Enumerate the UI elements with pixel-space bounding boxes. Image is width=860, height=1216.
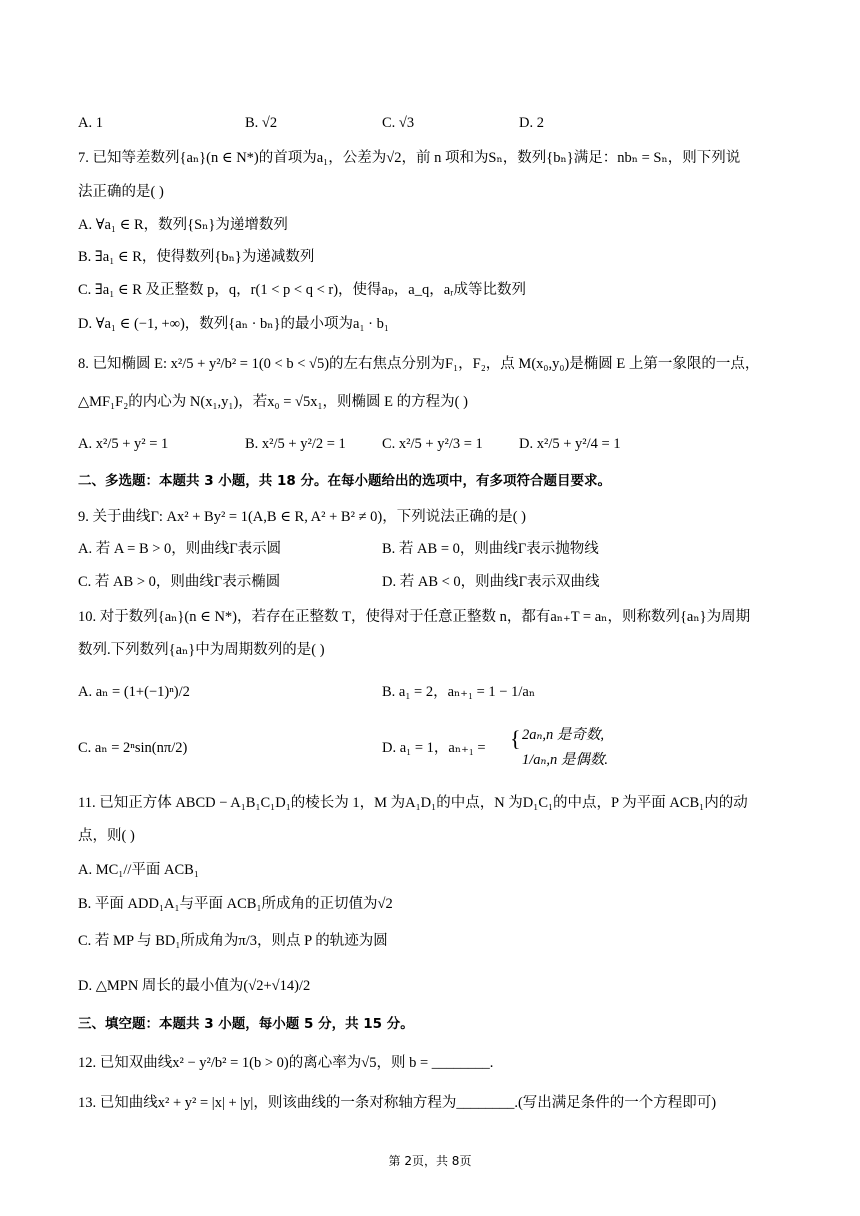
q7-option-c: C. ∃a₁ ∈ R 及正整数 p，q，r(1 < p < q < r)，使得aₚ，a_q，aᵣ成等比数列 bbox=[78, 282, 526, 298]
q6-option-a: A. 1 bbox=[78, 115, 103, 131]
q11-stem-line1: 11. 已知正方体 ABCD − A₁B₁C₁D₁的棱长为 1，M 为A₁D₁的中点，N 为D₁C₁的中点，P 为平面 ACB₁内的动 bbox=[78, 795, 748, 811]
q8-option-d: D. x²/5 + y²/4 = 1 bbox=[519, 436, 621, 452]
q6-option-d: D. 2 bbox=[519, 115, 544, 131]
q7-option-d: D. ∀a₁ ∈ (−1, +∞)，数列{aₙ · bₙ}的最小项为a₁ · b₁ bbox=[78, 316, 389, 332]
q7-option-b: B. ∃a₁ ∈ R，使得数列{bₙ}为递减数列 bbox=[78, 249, 315, 265]
q10-option-c: C. aₙ = 2ⁿsin(nπ/2) bbox=[78, 740, 188, 756]
q10-option-d-case1: 2aₙ,n 是奇数, bbox=[522, 727, 605, 743]
q11-option-d: D. △MPN 周长的最小值为(√2+√14)/2 bbox=[78, 978, 311, 994]
q10-option-a: A. aₙ = (1+(−1)ⁿ)/2 bbox=[78, 684, 190, 700]
section-fill-blank-heading: 三、填空题：本题共 3 小题，每小题 5 分，共 15 分。 bbox=[78, 1016, 414, 1032]
q11-option-b: B. 平面 ADD₁A₁与平面 ACB₁所成角的正切值为√2 bbox=[78, 896, 393, 912]
q9-option-d: D. 若 AB < 0，则曲线Γ表示双曲线 bbox=[382, 574, 600, 590]
q11-option-c: C. 若 MP 与 BD₁所成角为π/3，则点 P 的轨迹为圆 bbox=[78, 933, 388, 949]
q10-option-d-prefix: D. a₁ = 1，aₙ₊₁ = bbox=[382, 740, 486, 756]
q7-option-a: A. ∀a₁ ∈ R，数列{Sₙ}为递增数列 bbox=[78, 217, 288, 233]
q11-option-a: A. MC₁//平面 ACB₁ bbox=[78, 862, 199, 878]
q7-stem-line2: 法正确的是( ) bbox=[78, 184, 164, 200]
q8-stem-line1: 8. 已知椭圆 E: x²/5 + y²/b² = 1(0 < b < √5)的左右焦点分别为F₁，F₂，点 M(x₀,y₀)是椭圆 E 上第一象限的一点， bbox=[78, 356, 760, 372]
q11-stem-line2: 点，则( ) bbox=[78, 828, 135, 844]
q8-option-c: C. x²/5 + y²/3 = 1 bbox=[382, 436, 483, 452]
q8-option-a: A. x²/5 + y² = 1 bbox=[78, 436, 169, 452]
q9-option-c: C. 若 AB > 0，则曲线Γ表示椭圆 bbox=[78, 574, 281, 590]
q8-option-b: B. x²/5 + y²/2 = 1 bbox=[245, 436, 346, 452]
q10-option-d-brace: { bbox=[510, 726, 521, 751]
q6-option-b: B. √2 bbox=[245, 115, 278, 131]
q6-option-c: C. √3 bbox=[382, 115, 415, 131]
q9-option-a: A. 若 A = B > 0，则曲线Γ表示圆 bbox=[78, 541, 282, 557]
q9-option-b: B. 若 AB = 0，则曲线Γ表示抛物线 bbox=[382, 541, 599, 557]
q9-stem: 9. 关于曲线Γ: Ax² + By² = 1(A,B ∈ R, A² + B² ≠ 0)，下列说法正确的是( ) bbox=[78, 509, 527, 525]
q10-option-b: B. a₁ = 2，aₙ₊₁ = 1 − 1/aₙ bbox=[382, 684, 536, 700]
q10-option-d-case2: 1/aₙ,n 是偶数. bbox=[522, 752, 609, 768]
page-footer: 第 2页，共 8页 bbox=[388, 1154, 472, 1168]
q13-stem: 13. 已知曲线x² + y² = |x| + |y|，则该曲线的一条对称轴方程为________.(写出满足条件的一个方程即可) bbox=[78, 1095, 717, 1111]
q10-stem-line1: 10. 对于数列{aₙ}(n ∈ N*)，若存在正整数 T，使得对于任意正整数 n，都有aₙ₊T = aₙ，则称数列{aₙ}为周期 bbox=[78, 609, 751, 625]
q10-stem-line2: 数列.下列数列{aₙ}中为周期数列的是( ) bbox=[78, 642, 325, 658]
q8-stem-line2: △MF₁F₂的内心为 N(x₁,y₁)，若x₀ = √5x₁，则椭圆 E 的方程为( ) bbox=[78, 394, 468, 410]
q12-stem: 12. 已知双曲线x² − y²/b² = 1(b > 0)的离心率为√5，则 b = ________. bbox=[78, 1055, 494, 1071]
q7-stem-line1: 7. 已知等差数列{aₙ}(n ∈ N*)的首项为a₁，公差为√2，前 n 项和为Sₙ，数列{bₙ}满足：nbₙ = Sₙ，则下列说 bbox=[78, 150, 741, 166]
section-multiple-choice-heading: 二、多选题：本题共 3 小题，共 18 分。在每小题给出的选项中，有多项符合题目要求。 bbox=[78, 473, 611, 489]
